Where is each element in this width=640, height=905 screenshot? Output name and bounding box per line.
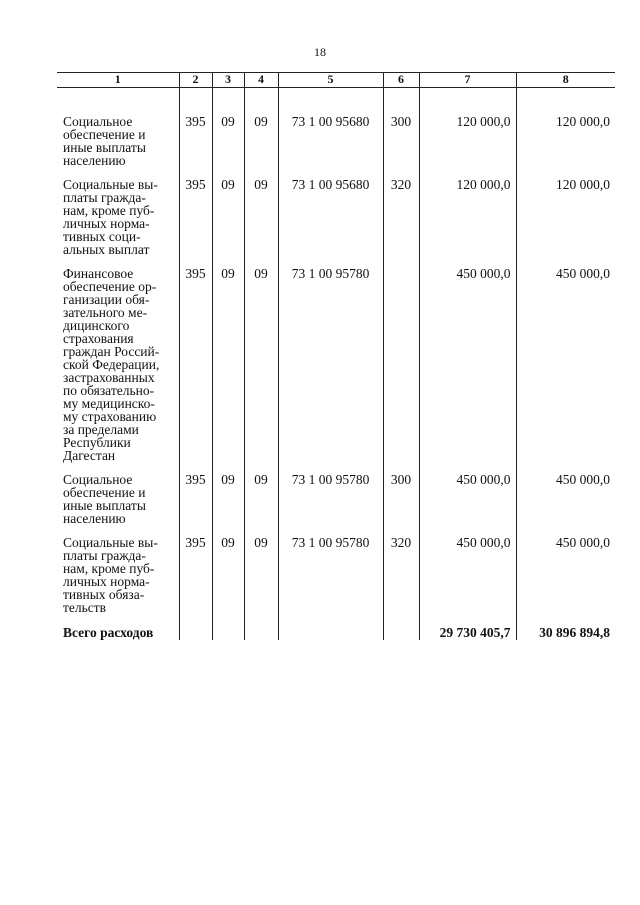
expense-name-line: страхования <box>63 331 134 346</box>
expense-name-line: личных норма- <box>63 574 150 589</box>
subsection-code: 09 <box>244 88 278 168</box>
amount-year-2: 450 000,0 <box>516 462 615 525</box>
expense-name <box>57 167 179 256</box>
subsection-code: 09 <box>244 525 278 614</box>
expense-type-code: 320 <box>383 167 419 256</box>
amount-year-2: 120 000,0 <box>516 88 615 168</box>
target-article-code: 73 1 00 95680 <box>278 88 383 168</box>
expense-name <box>57 462 179 525</box>
amount-year-1: 450 000,0 <box>419 462 516 525</box>
target-article-code: 73 1 00 95780 <box>278 525 383 614</box>
subsection-code: 09 <box>244 256 278 462</box>
expense-name-line: зательного ме- <box>63 305 148 320</box>
amount-year-1: 450 000,0 <box>419 256 516 462</box>
target-article-code: 73 1 00 95780 <box>278 256 383 462</box>
table-row <box>57 88 615 168</box>
amount-year-1: 120 000,0 <box>419 167 516 256</box>
column-header: 6 <box>383 73 419 88</box>
expense-name-line: нам, кроме пуб- <box>63 561 155 576</box>
expense-name-line: обеспечение и <box>63 127 146 142</box>
expense-name-line: иные выплаты <box>63 498 146 513</box>
section-code: 09 <box>212 462 244 525</box>
expense-name-line: тивных соци- <box>63 229 141 244</box>
expense-name-line: му страхованию <box>63 409 157 424</box>
column-header: 2 <box>179 73 212 88</box>
ministry-code: 395 <box>179 167 212 256</box>
column-header: 8 <box>516 73 615 88</box>
expense-type-code: 320 <box>383 525 419 614</box>
expense-name <box>57 88 179 168</box>
ministry-code: 395 <box>179 525 212 614</box>
expense-name-line: платы гражда- <box>63 190 146 205</box>
ministry-code: 395 <box>179 88 212 168</box>
expense-name-line: граждан Россий- <box>63 344 160 359</box>
expense-name-line: населению <box>63 511 126 526</box>
expense-name-line: Республики <box>63 435 131 450</box>
subsection-code: 09 <box>244 167 278 256</box>
expense-name-line: му медицинско- <box>63 396 155 411</box>
expense-name-line: тивных обяза- <box>63 587 145 602</box>
table-row <box>57 525 615 614</box>
budget-table <box>57 72 615 640</box>
expense-name-line: дицинского <box>63 318 130 333</box>
expense-type-code: 300 <box>383 462 419 525</box>
expense-type-code: 300 <box>383 88 419 168</box>
expense-name-line: населению <box>63 153 126 168</box>
expense-name-line: тельств <box>63 600 107 615</box>
expense-name-line: Дагестан <box>63 448 116 463</box>
table-row <box>57 462 615 525</box>
total-amount-year-1: 29 730 405,7 <box>419 614 516 640</box>
column-header: 3 <box>212 73 244 88</box>
expense-name <box>57 256 179 462</box>
empty-cell <box>179 614 212 640</box>
table-row <box>57 256 615 462</box>
expense-name-line: личных норма- <box>63 216 150 231</box>
expense-name-line: альных выплат <box>63 242 150 257</box>
expense-name-line: Финансовое <box>63 266 134 281</box>
total-row <box>57 614 615 640</box>
total-amount-year-2: 30 896 894,8 <box>516 614 615 640</box>
column-header: 5 <box>278 73 383 88</box>
expense-type-code <box>383 256 419 462</box>
expense-name-line: Социальное <box>63 472 133 487</box>
expense-name-line: обеспечение и <box>63 485 146 500</box>
amount-year-2: 450 000,0 <box>516 256 615 462</box>
subsection-code: 09 <box>244 462 278 525</box>
target-article-code: 73 1 00 95780 <box>278 462 383 525</box>
expense-name-line: ганизации обя- <box>63 292 150 307</box>
expense-name-line: Социальные вы- <box>63 535 158 550</box>
empty-cell <box>383 614 419 640</box>
section-code: 09 <box>212 525 244 614</box>
total-label: Всего расходов <box>63 625 154 640</box>
section-code: 09 <box>212 88 244 168</box>
column-header: 4 <box>244 73 278 88</box>
section-code: 09 <box>212 256 244 462</box>
column-header: 7 <box>419 73 516 88</box>
ministry-code: 395 <box>179 256 212 462</box>
empty-cell <box>244 614 278 640</box>
amount-year-1: 450 000,0 <box>419 525 516 614</box>
table-row <box>57 167 615 256</box>
expense-name-line: платы гражда- <box>63 548 146 563</box>
expense-name <box>57 525 179 614</box>
expense-name-line: нам, кроме пуб- <box>63 203 155 218</box>
page-number: 18 <box>314 45 326 59</box>
column-header: 1 <box>57 73 179 88</box>
ministry-code: 395 <box>179 462 212 525</box>
amount-year-1: 120 000,0 <box>419 88 516 168</box>
expense-name-line: за пределами <box>63 422 139 437</box>
table-header-row <box>57 73 615 88</box>
expense-name-line: по обязательно- <box>63 383 155 398</box>
expense-name-line: ской Федерации, <box>63 357 160 372</box>
expense-name-line: Социальное <box>63 114 133 129</box>
target-article-code: 73 1 00 95680 <box>278 167 383 256</box>
section-code: 09 <box>212 167 244 256</box>
expense-name-line: иные выплаты <box>63 140 146 155</box>
expense-name-line: обеспечение ор- <box>63 279 157 294</box>
empty-cell <box>278 614 383 640</box>
amount-year-2: 120 000,0 <box>516 167 615 256</box>
amount-year-2: 450 000,0 <box>516 525 615 614</box>
expense-name-line: застрахованных <box>63 370 155 385</box>
empty-cell <box>212 614 244 640</box>
expense-name-line: Социальные вы- <box>63 177 158 192</box>
table-body <box>57 88 615 641</box>
